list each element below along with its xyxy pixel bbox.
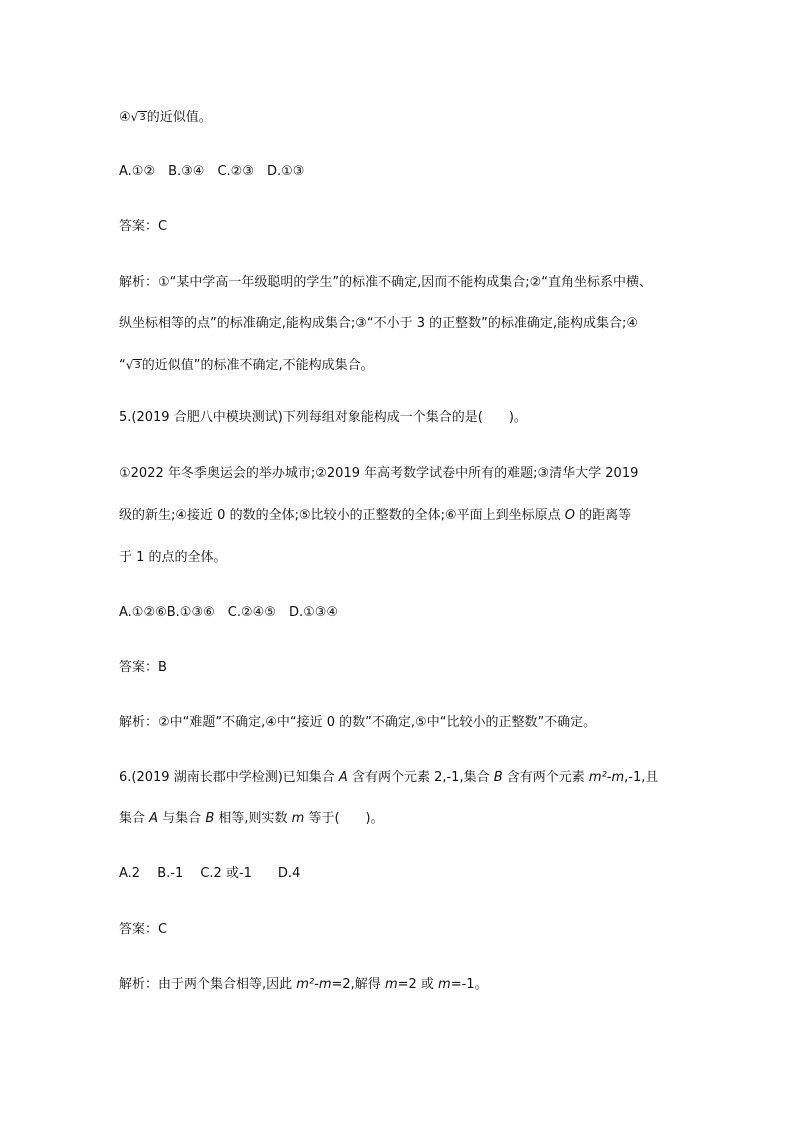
stem-text: 含有两个元素 2,-1,集合 [347, 770, 494, 785]
stem-text: 6.(2019 湖南长郡中学检测)已知集合 [119, 770, 339, 785]
stem-text: 相等,则实数 [214, 811, 292, 826]
sqrt-symbol: √3 [130, 110, 146, 124]
q4-analysis-line1: 解析：①“某中学高一年级聪明的学生”的标准不确定,因而不能构成集合;②“直角坐标系中横、 [119, 275, 653, 290]
sqrt-radicand: 3 [134, 360, 141, 371]
q6-answer: 答案：C [119, 922, 168, 937]
q5-items-line2 [119, 508, 631, 524]
analysis-text: =-1。 [450, 977, 488, 992]
stem-text: ,-1,且 [624, 770, 659, 785]
analysis-text: 解析：由于两个集合相等,因此 [119, 977, 297, 992]
q5-analysis: 解析：②中“难题”不确定,④中“接近 0 的数”不确定,⑤中“比较小的正整数”不确定。 [119, 715, 597, 730]
q4-analysis-line3 [119, 357, 374, 373]
var-m: m [438, 977, 451, 992]
var-m: m [291, 811, 305, 826]
q6-stem-line2 [119, 811, 384, 827]
var-a: A [338, 770, 348, 785]
q6-analysis [119, 977, 488, 993]
items-text: 级的新生;④接近 0 的数的全体;⑤比较小的正整数的全体;⑥平面上到坐标原点 [119, 508, 565, 523]
analysis-text: 的近似值”的标准不确定,不能构成集合。 [141, 358, 374, 373]
q5-answer: 答案：B [119, 660, 167, 675]
q6-stem-line1 [119, 770, 658, 786]
var-a: A [149, 811, 159, 826]
q6-options: A.2 B.-1 C.2 或-1 D.4 [119, 866, 301, 881]
q5-options: A.①②⑥B.①③⑥ C.②④⑤ D.①③④ [119, 605, 339, 620]
q5-items-line1: ①2022 年冬季奥运会的举办城市;②2019 年高考数学试卷中所有的难题;③清华大学 2019 [119, 466, 639, 481]
var-m: m [384, 977, 398, 992]
q5-items-line3: 于 1 的点的全体。 [119, 550, 227, 565]
q4-answer: 答案：C [119, 219, 168, 234]
items-text-end: 的距离等 [575, 508, 632, 523]
q4-options: A.①② B.③④ C.②③ D.①③ [119, 164, 305, 179]
q4-analysis-line2: 纵坐标相等的点”的标准确定,能构成集合;③“不小于 3 的正整数”的标准确定,能构成集合;④ [119, 316, 639, 331]
expr-m-squared-minus-m: m²-m [588, 770, 625, 785]
item-number: ④ [119, 110, 131, 125]
sqrt-radicand: 3 [139, 112, 146, 123]
stem-text: 等于( )。 [304, 811, 384, 826]
stem-text: 集合 [119, 811, 150, 826]
item-text: 的近似值。 [146, 110, 212, 125]
q5-stem: 5.(2019 合肥八中模块测试)下列每组对象能构成一个集合的是( )。 [119, 410, 527, 425]
stem-text: 与集合 [158, 811, 206, 826]
q4-item4-line [119, 109, 212, 125]
var-b: B [205, 811, 215, 826]
var-b: B [493, 770, 503, 785]
analysis-text: =2,解得 [331, 977, 385, 992]
expr-m-squared-minus-m: m²-m [296, 977, 332, 992]
quote-open: “ [119, 358, 126, 373]
stem-text: 含有两个元素 [502, 770, 589, 785]
sqrt-symbol: √3 [125, 358, 141, 372]
var-o: O [564, 508, 576, 523]
analysis-text: =2 或 [397, 977, 439, 992]
